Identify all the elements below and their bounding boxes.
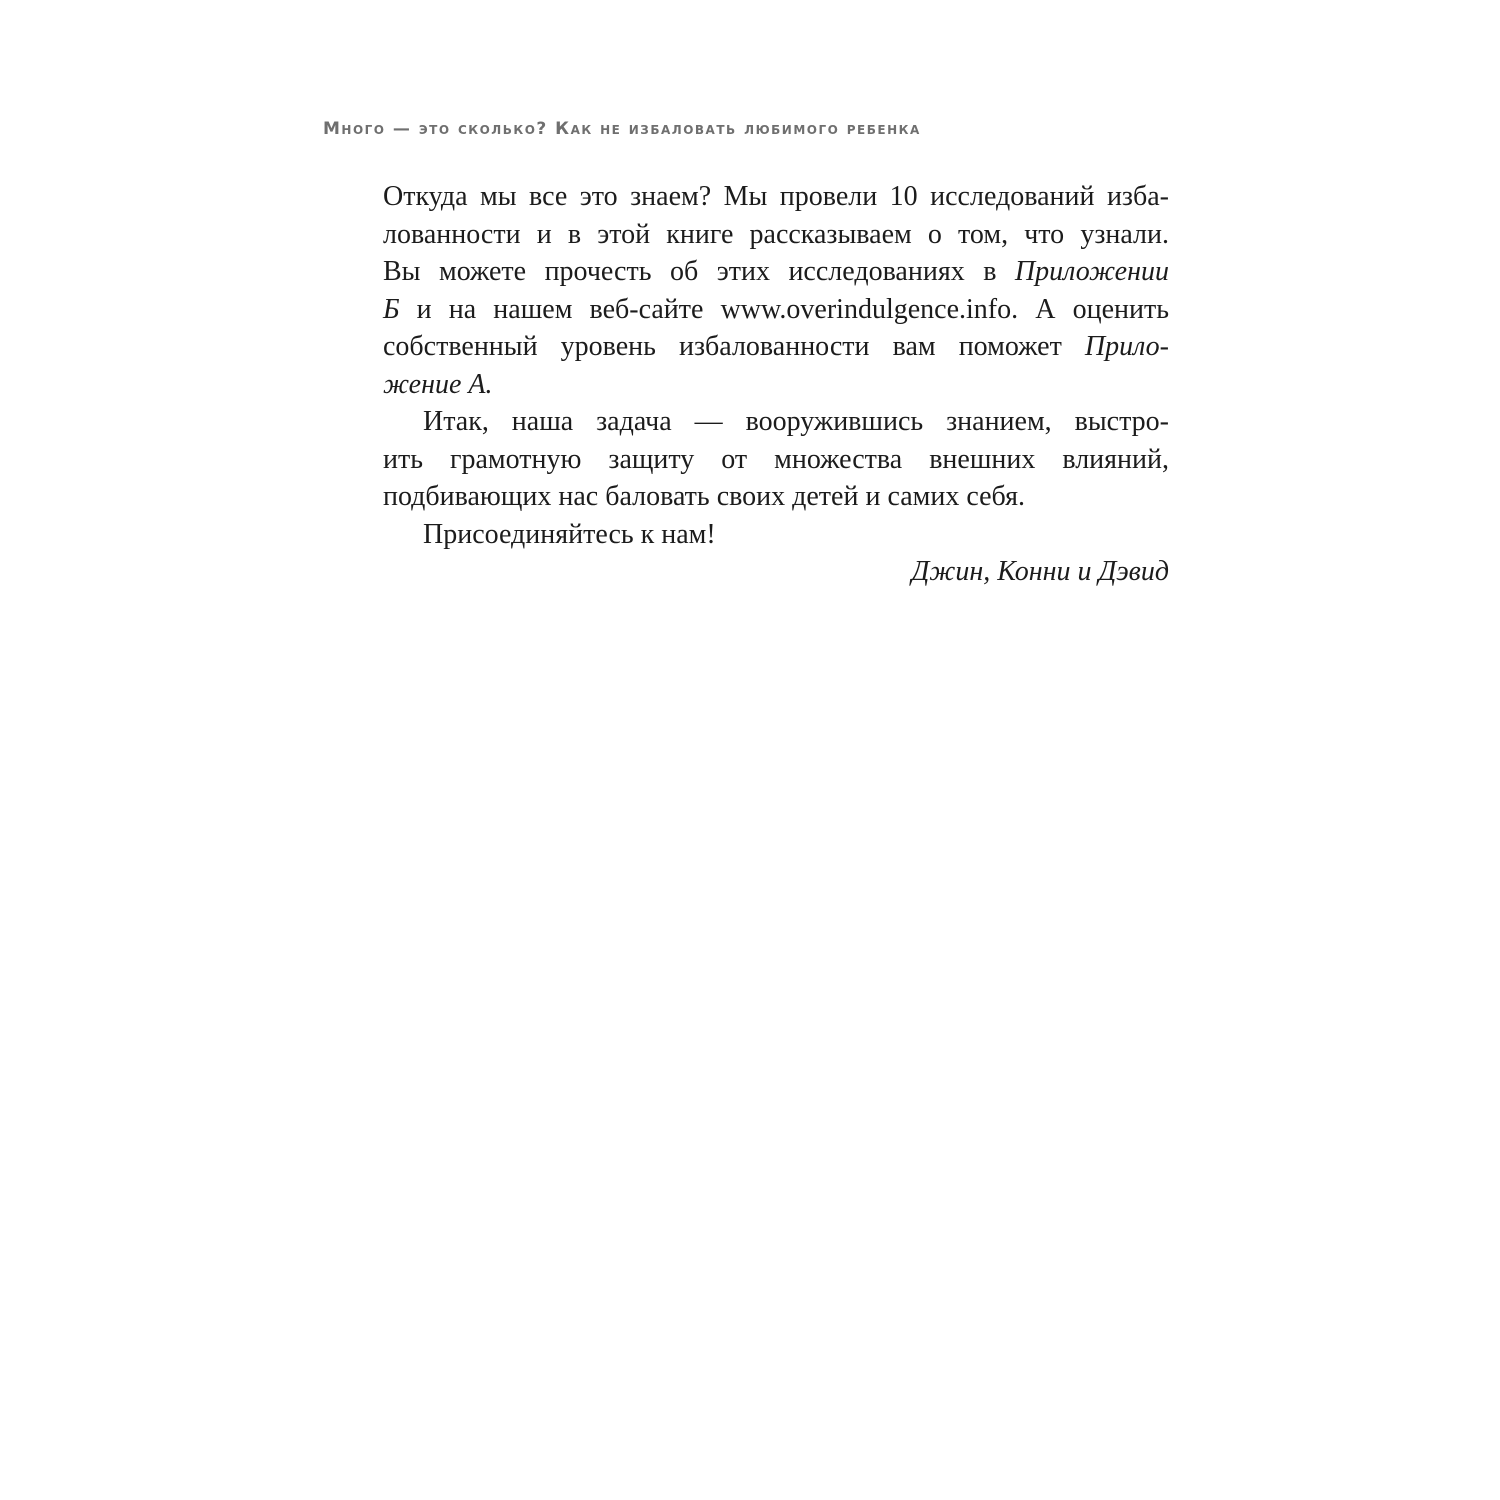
paragraph-1-line-1: Откуда мы все это знаем? Мы провели 10 исследований изба- — [383, 181, 1169, 212]
paragraph-2-line-2: ить грамотную защиту от множества внешних влияний, — [383, 443, 1169, 475]
body-text — [383, 178, 1169, 591]
paragraph-3-line-1: Присоединяйтесь к нам! — [423, 518, 716, 550]
paragraph-1-line-5 — [383, 328, 1169, 366]
paragraph-1-line-4-text: и на нашем веб-сайте www.overindulgence.info. А оценить — [399, 293, 1169, 325]
appendix-b-letter: Б — [383, 293, 400, 325]
paragraph-1-line-3-text: Вы можете прочесть об этих исследованиях в — [383, 256, 1015, 287]
signature: Джин, Конни и Дэвид — [911, 556, 1169, 587]
paragraph-2-line-3: подбивающих нас баловать своих детей и самих себя. — [383, 481, 1025, 512]
paragraph-1-line-5-text: собственный уровень избалованности вам поможет — [383, 331, 1085, 362]
paragraph-1-line-3 — [383, 253, 1169, 291]
appendix-a-reference: Прило- — [1084, 331, 1169, 362]
paragraph-2-line-1: Итак, наша задача — вооружившись знанием, выстро- — [423, 406, 1169, 437]
paragraph-1-line-6: жение А. — [383, 368, 493, 400]
appendix-b-reference: Приложении — [1014, 256, 1169, 287]
running-header: Много — это сколько? Как не избаловать любимого ребенка — [323, 119, 921, 139]
paragraph-1-line-4 — [383, 291, 1169, 329]
paragraph-1-line-2: лованности и в этой книге рассказываем о том, что узнали. — [383, 218, 1169, 250]
